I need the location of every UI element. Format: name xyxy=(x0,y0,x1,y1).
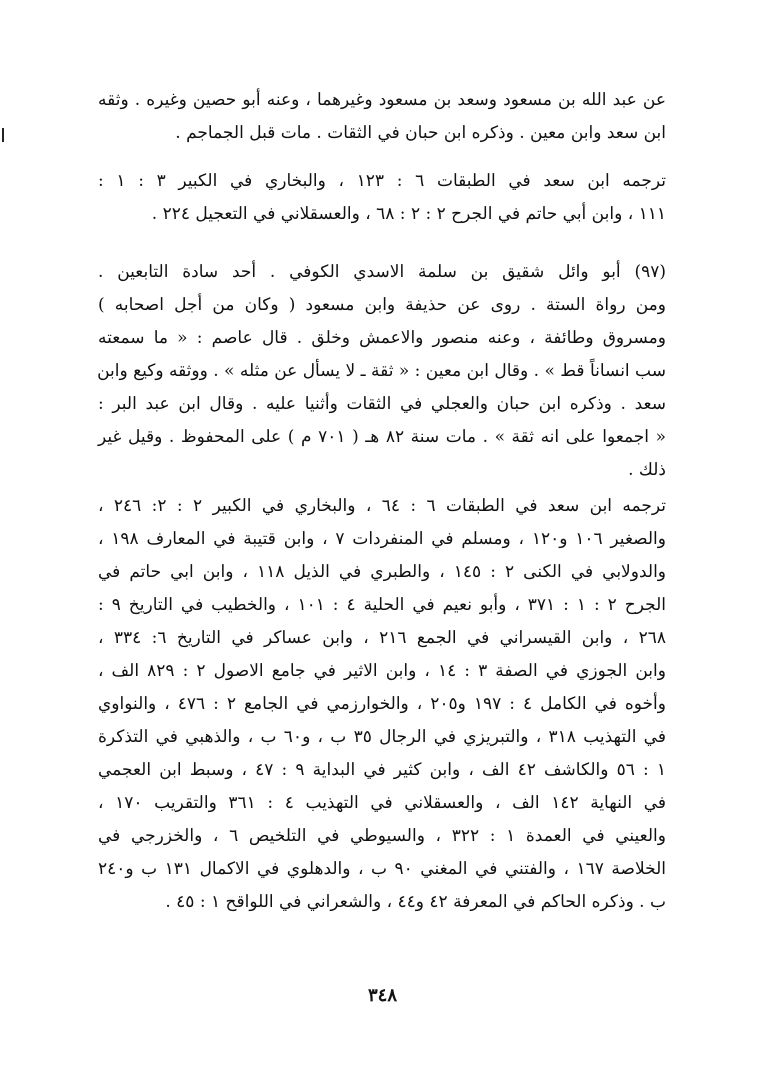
text-line: وأخوه في الكامل ٤ : ١٩٧ و٢٠٥ ، والخوارزمي في الجامع ٢ : ٤٧٦ ، والنواوي xyxy=(98,694,666,714)
paragraph-narrator-97 xyxy=(98,256,666,487)
text-line: ذلك . xyxy=(628,460,666,480)
text-line: سعد . وذكره ابن حبان والعجلي في الثقات وأثنيا عليه . وقال ابن عبد البر : xyxy=(98,394,666,414)
text-line: في التهذيب ٣١٨ ، والتبريزي في الرجال ٣٥ ب ، و٦٠ ب ، والذهبي في التذكرة xyxy=(98,727,666,747)
text-line: (٩٧) أبو وائل شقيق بن سلمة الاسدي الكوفي . أحد سادة التابعين . xyxy=(98,262,666,282)
text-line: سب انساناً قط » . وقال ابن معين : « ثقة ـ لا يسأل عن مثله » . ووثقه وكيع وابن xyxy=(97,361,666,381)
text-line: ومن رواة الستة . روى عن حذيفة وابن مسعود ( وكان من أجل اصحابه ) xyxy=(98,295,666,315)
text-line: عن عبد الله بن مسعود وسعد بن مسعود وغيرهما ، وعنه أبو حصين وغيره . وثقه xyxy=(98,90,666,110)
text-line: ترجمه ابن سعد في الطبقات ٦ : ١٢٣ ، والبخاري في الكبير ٣ : ١ : xyxy=(98,171,666,191)
references-97 xyxy=(98,490,666,919)
text-line: الخلاصة ١٦٧ ، والفتني في المغني ٩٠ ب ، والدهلوي في الاكمال ١٣١ ب و٢٤٠ xyxy=(98,859,666,879)
page-number: ٣٤٨ xyxy=(367,985,397,1006)
text-line: ترجمه ابن سعد في الطبقات ٦ : ٦٤ ، والبخاري في الكبير ٢ : ٢: ٢٤٦ ، xyxy=(98,496,666,516)
text-line: ومسروق وطائفة ، وعنه منصور والاعمش وخلق . قال عاصم : « ما سمعته xyxy=(98,328,666,348)
text-line: « اجمعوا على انه ثقة » . مات سنة ٨٢ هـ ( ٧٠١ م ) على المحفوظ . وقيل غير xyxy=(98,427,666,447)
margin-mark xyxy=(2,128,10,142)
text-line: في النهاية ١٤٢ الف ، والعسقلاني في التهذيب ٤ : ٣٦١ والتقريب ١٧٠ ، xyxy=(98,793,667,813)
text-line: ١ : ٥٦ والكاشف ٤٢ الف ، وابن كثير في البداية ٩ : ٤٧ ، وسبط ابن العجمي xyxy=(98,760,666,780)
text-line: الجرح ٢ : ١ : ٣٧١ ، وأبو نعيم في الحلية ٤ : ١٠١ ، والخطيب في التاريخ ٩ : xyxy=(98,595,666,615)
text-line: والعيني في العمدة ١ : ٣٢٢ ، والسيوطي في التلخيص ٦ ، والخزرجي في xyxy=(98,826,666,846)
text-line: والدولابي في الكنى ٢ : ١٤٥ ، والطبري في الذيل ١١٨ ، وابن ابي حاتم في xyxy=(98,562,666,582)
text-line: ب . وذكره الحاكم في المعرفة ٤٢ و٤٤ ، والشعراني في اللواقح ١ : ٤٥ . xyxy=(165,892,666,912)
text-line: وابن الجوزي في الصفة ٣ : ١٤ ، وابن الاثير في جامع الاصول ٢ : ٨٢٩ الف ، xyxy=(98,661,666,681)
text-line: ٢٦٨ ، وابن القيسراني في الجمع ٢١٦ ، وابن عساكر في التاريخ ٦: ٣٣٤ ، xyxy=(98,628,666,648)
paragraph-narrator-96-end xyxy=(98,84,666,150)
text-line: ١١١ ، وابن أبي حاتم في الجرح ٢ : ٢ : ٦٨ ، والعسقلاني في التعجيل ٢٢٤ . xyxy=(151,204,666,224)
text-line: والصغير ١٠٦ و١٢٠ ، ومسلم في المنفردات ٧ ، وابن قتيبة في المعارف ١٩٨ ، xyxy=(98,529,666,549)
text-line: ابن سعد وابن معين . وذكره ابن حبان في الثقات . مات قبل الجماجم . xyxy=(175,123,666,143)
references-96 xyxy=(98,165,666,231)
